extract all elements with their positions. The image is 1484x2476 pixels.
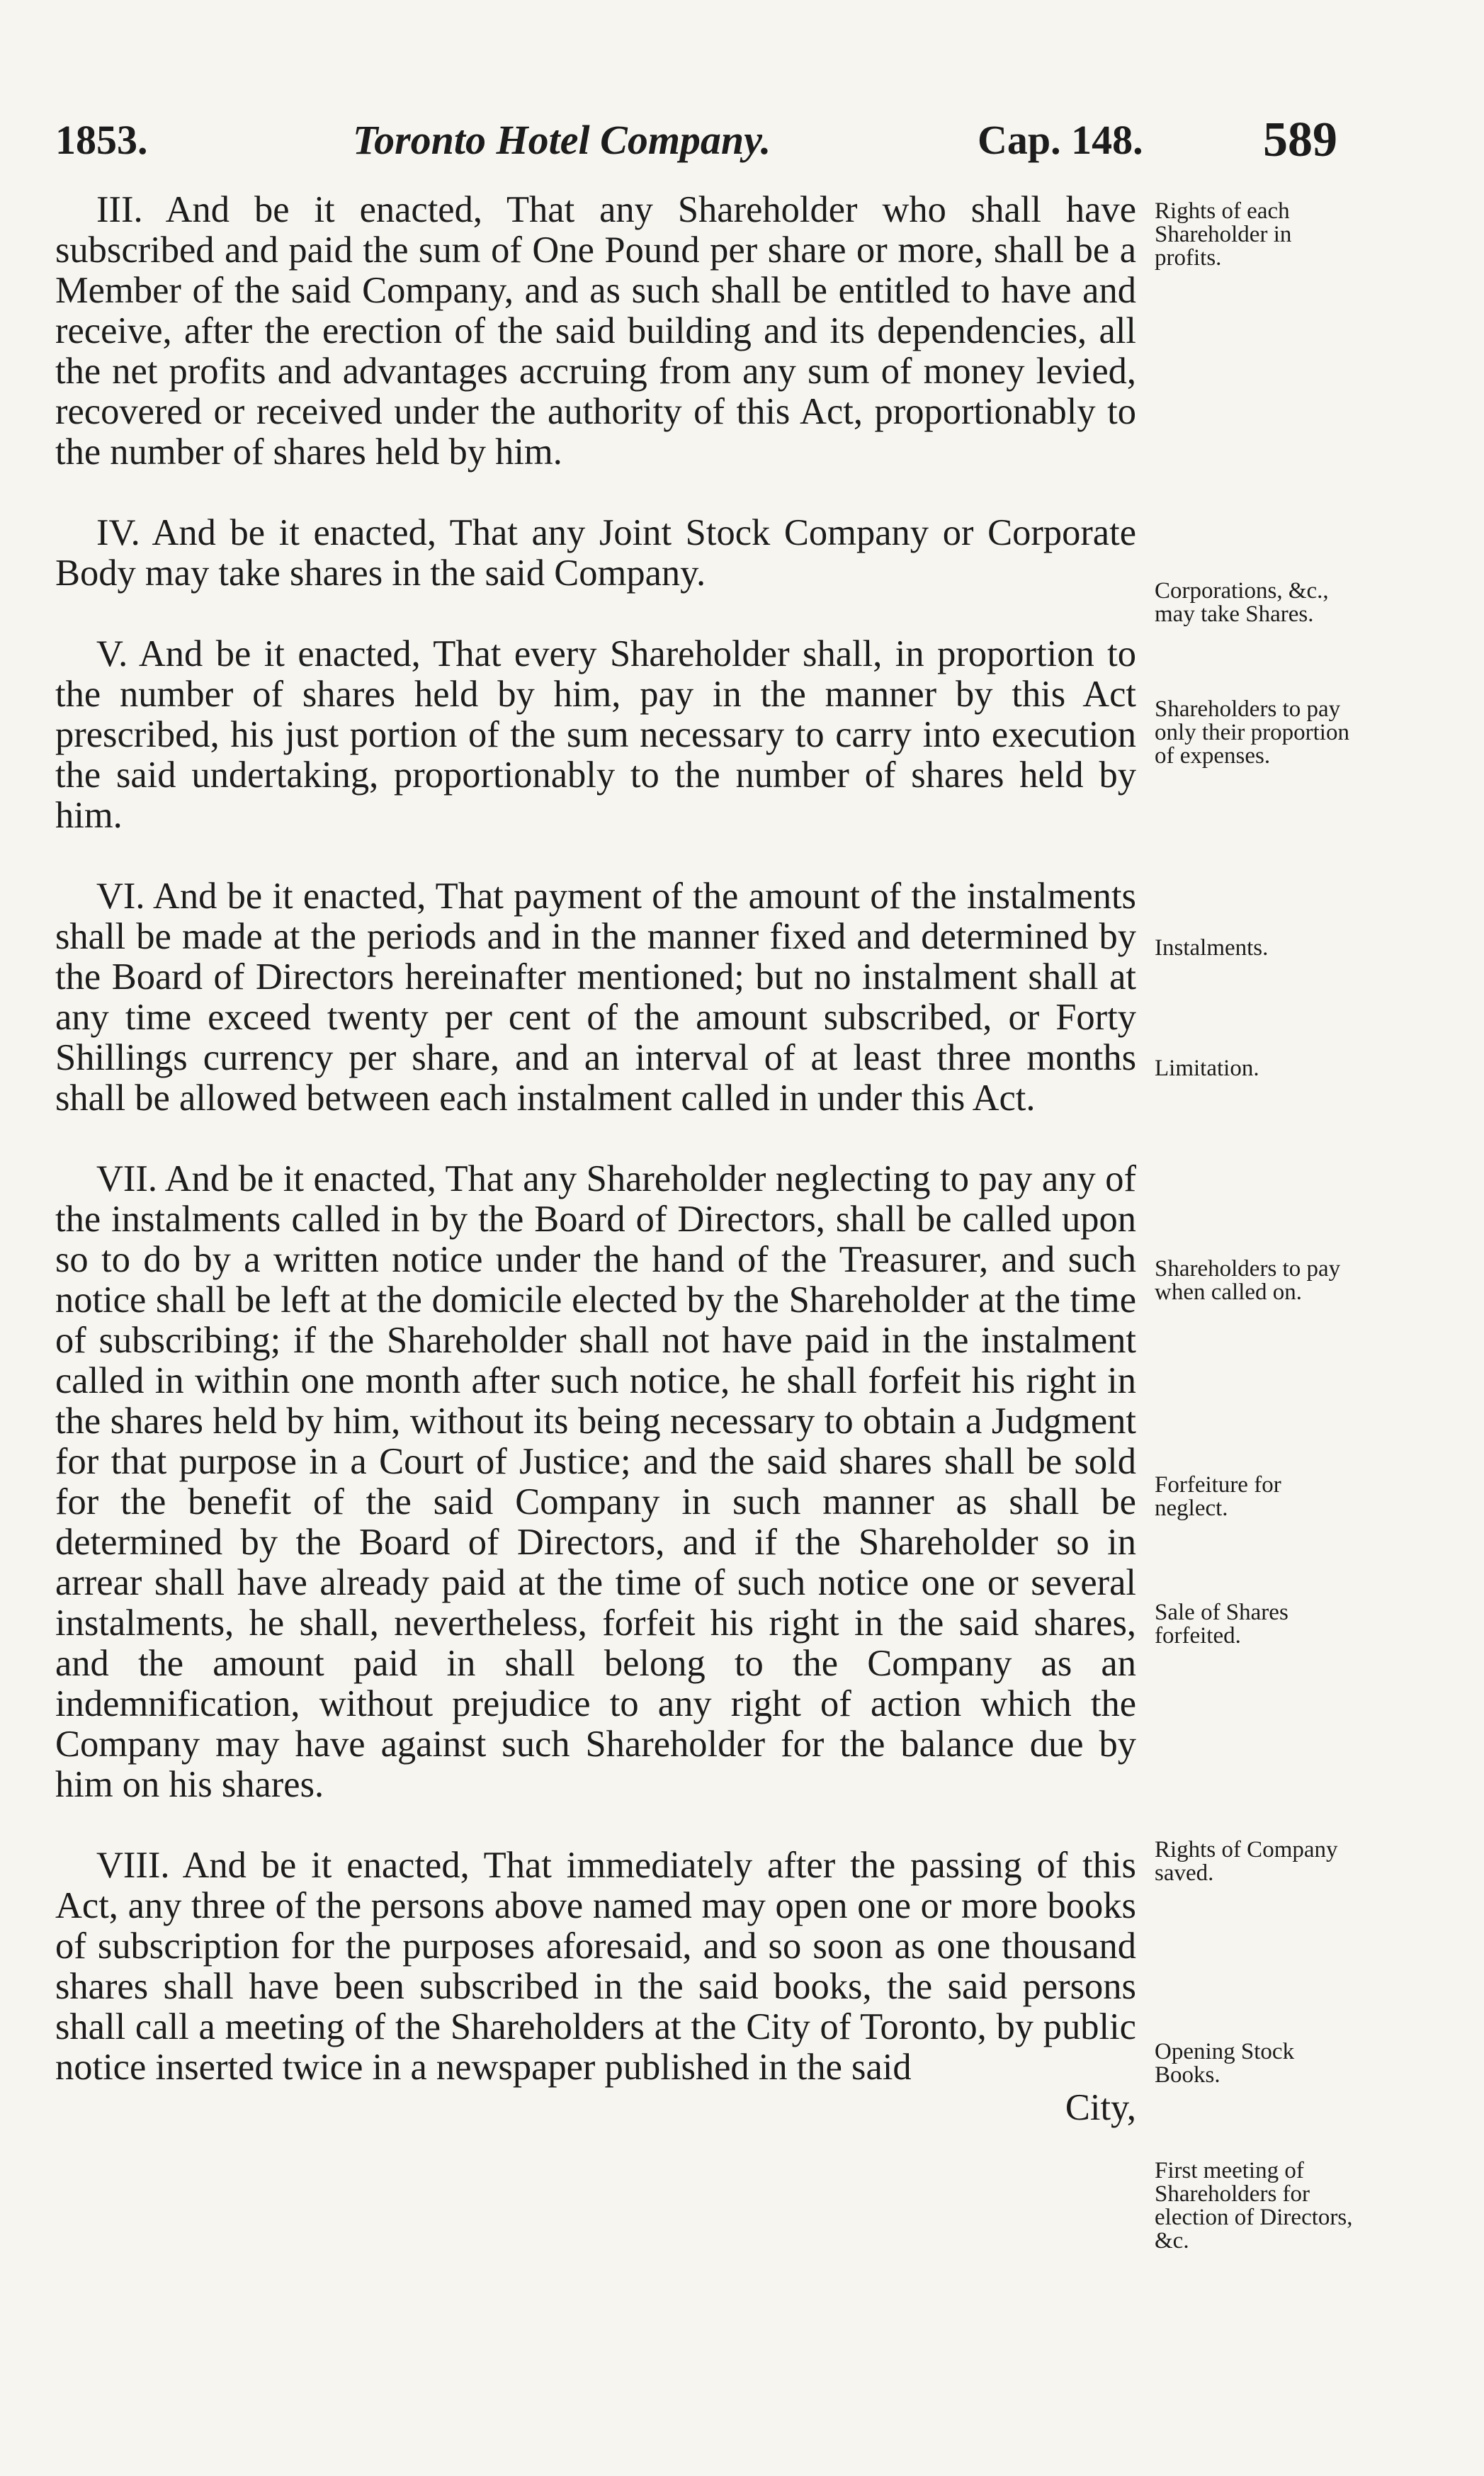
margin-note: Forfeiture for neglect. — [1155, 1472, 1281, 1521]
page-number: 589 — [1263, 113, 1337, 167]
margin-note: First meeting of Shareholders for election of Directors, &c. — [1155, 2158, 1353, 2254]
section-8: VIII. And be it enacted, That immediately after the passing of this Act, any three of the persons above named may open one or more books of subscription for the purposes aforesaid, and so soon as one thousand shares shall have been subscribed in the said books, the said persons shall call a meeting of the Shareholders at the City of Toronto, by public notice inserted twice in a newspaper published in the said — [55, 1845, 1136, 2088]
section-3: III. And be it enacted, That any Shareholder who shall have subscribed and paid the sum of One Pound per share or more, shall be a Member of the said Company, and as such shall be entitled to have and receive, after the erection of the said building and its dependencies, all the net profits and advantages accruing from any sum of money levied, recovered or received under the authority of this Act, proportionably to the number of shares held by him. — [55, 189, 1136, 473]
margin-note: Sale of Shares forfeited. — [1155, 1600, 1288, 1649]
margin-note: Corporations, &c., may take Shares. — [1155, 578, 1329, 627]
margin-note: Rights of Company saved. — [1155, 1837, 1338, 1886]
section-5: V. And be it enacted, That every Shareholder shall, in proportion to the number of shares held by him, pay in the manner by this Act prescribed, his just portion of the sum necessary to carry into execution the said undertaking, proportionably to the number of shares held by him. — [55, 633, 1136, 836]
margin-note: Shareholders to pay only their proportion of expenses. — [1155, 696, 1349, 769]
margin-note: Opening Stock Books. — [1155, 2039, 1295, 2088]
header-chapter: Cap. 148. — [978, 117, 1143, 163]
margin-note: Limitation. — [1155, 1056, 1259, 1081]
margin-note: Instalments. — [1155, 935, 1269, 961]
section-6: VI. And be it enacted, That payment of the amount of the instalments shall be made at the periods and in the manner fixed and determined by the Board of Directors hereinafter mentioned; but no instalment shall at any time exceed twenty per cent of the amount subscribed, or Forty Shillings currency per share, and an interval of at least three months shall be allowed between each instalment called in under this Act. — [55, 876, 1136, 1119]
margin-note: Rights of each Shareholder in profits. — [1155, 198, 1292, 271]
margin-note: Shareholders to pay when called on. — [1155, 1256, 1341, 1305]
section-7: VII. And be it enacted, That any Shareholder neglecting to pay any of the instalments called in by the Board of Directors, shall be called upon so to do by a written notice under the hand of the Treasurer, and such notice shall be left at the domicile elected by the Shareholder at the time of subscribing; if the Shareholder shall not have paid in the instalment called in within one month after such notice, he shall forfeit his right in the shares held by him, without its being necessary to obtain a Judgment for that purpose in a Court of Justice; and the said shares shall be sold for the benefit of the said Company in such manner as shall be determined by the Board of Directors, and if the Shareholder so in arrear shall have already paid at the time of such notice one or several instalments, he shall, nevertheless, forfeit his right in the said shares, and the amount paid in shall belong to the Company as an indemnification, without prejudice to any right of action which the Company may have against such Shareholder for the balance due by him on his shares. — [55, 1158, 1136, 1805]
section-4: IV. And be it enacted, That any Joint Stock Company or Corporate Body may take shares in the said Company. — [55, 512, 1136, 594]
header-title: Toronto Hotel Company. — [353, 117, 771, 163]
catchword: City, — [1065, 2087, 1136, 2128]
running-header — [55, 112, 1337, 169]
margin-notes — [1155, 0, 1353, 2476]
statute-text — [55, 190, 1136, 2128]
header-year: 1853. — [55, 117, 148, 163]
